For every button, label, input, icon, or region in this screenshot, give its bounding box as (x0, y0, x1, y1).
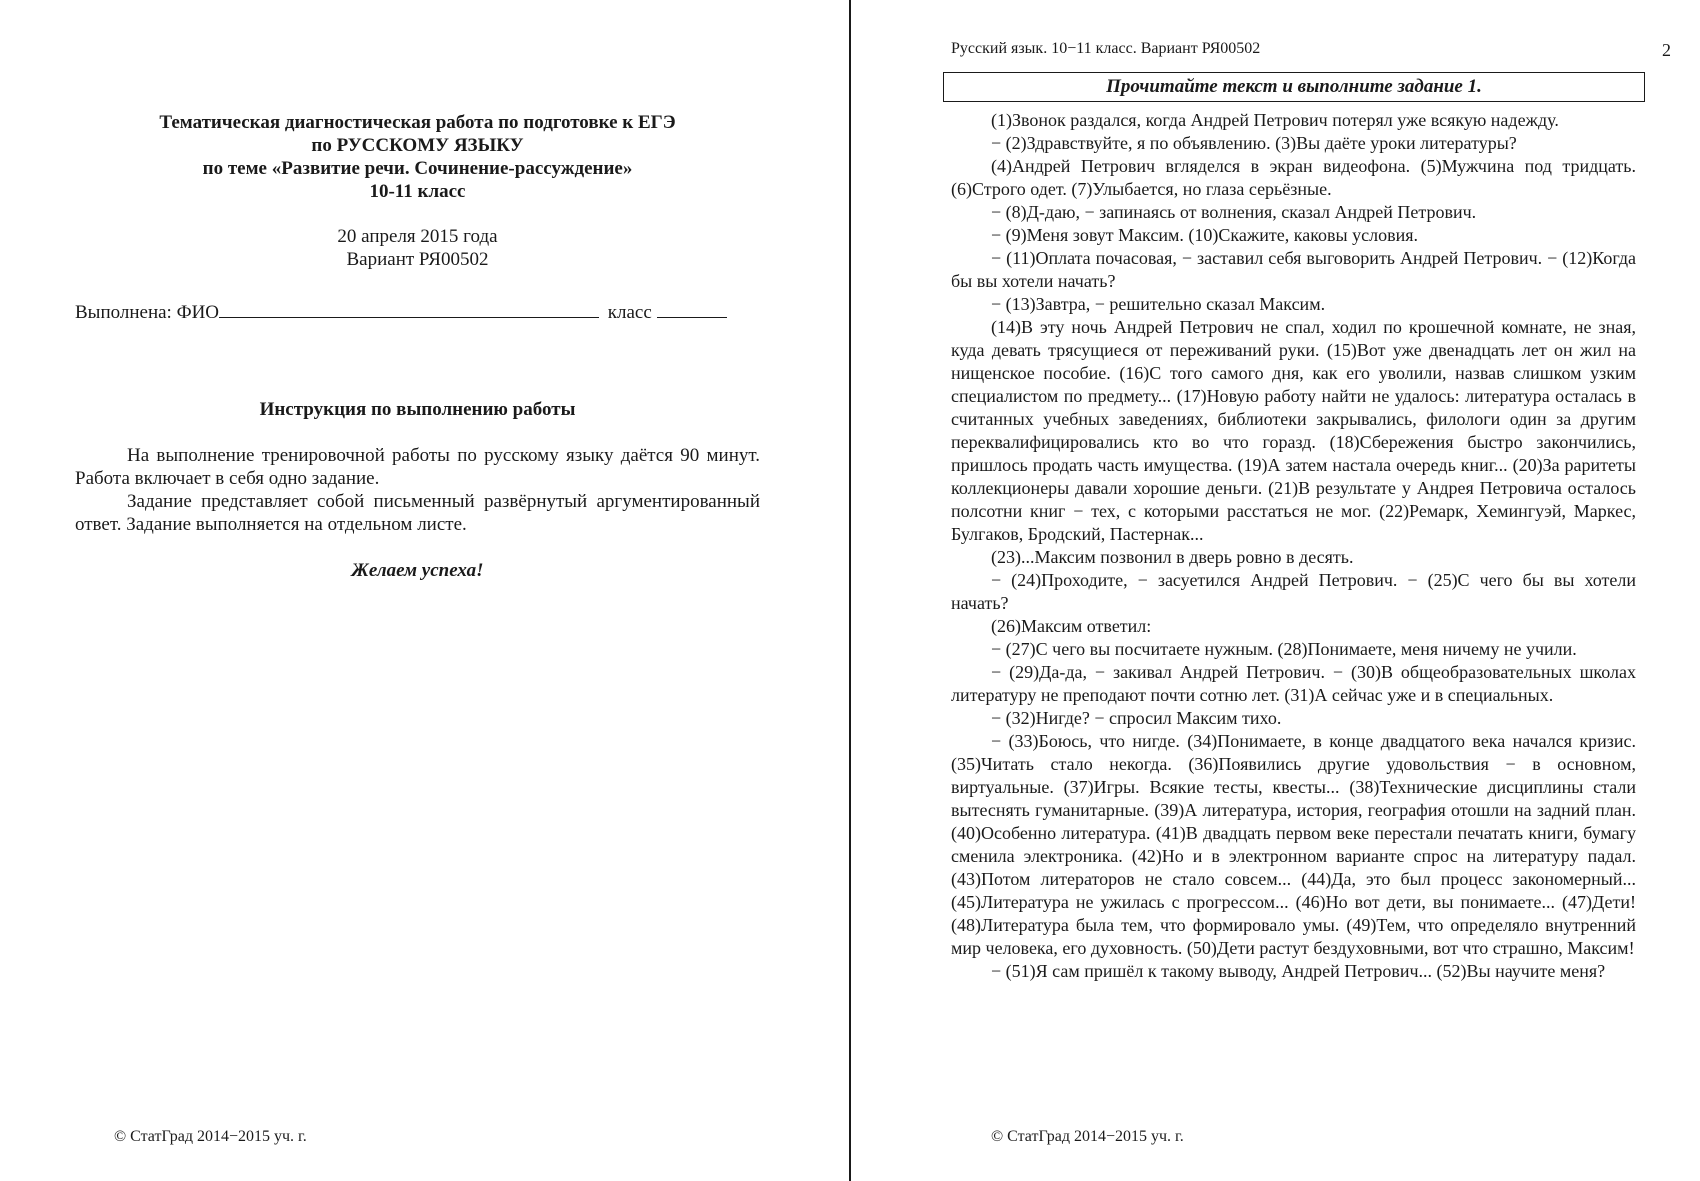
fio-row (75, 300, 727, 324)
text-paragraph: − (29)Да-да, − закивал Андрей Петрович. − (30)В общеобразовательных школах литературу не преподают почти сотню лет. (31)А сейчас уже и в специальных. (951, 662, 1636, 705)
variant: Вариант РЯ00502 (346, 249, 489, 270)
reading-text (951, 109, 1636, 983)
document-title (75, 111, 760, 203)
text-paragraph: − (27)С чего вы посчитаете нужным. (28)Понимаете, меня ничему не учили. (991, 639, 1577, 659)
instructions-text (75, 444, 760, 536)
date-block (75, 225, 760, 271)
page-number: 2 (1662, 40, 1671, 60)
text-paragraph: − (9)Меня зовут Максим. (10)Скажите, каковы условия. (991, 225, 1419, 245)
text-paragraph: − (2)Здравствуйте, я по объявлению. (3)Вы даёте уроки литературы? (991, 133, 1517, 153)
text-paragraph: − (24)Проходите, − засуетился Андрей Петрович. − (25)С чего бы вы хотели начать? (951, 570, 1636, 613)
fio-blank[interactable] (219, 300, 599, 318)
left-page (0, 0, 849, 1181)
title-line: Тематическая диагностическая работа по подготовке к ЕГЭ (159, 112, 676, 133)
text-paragraph: − (32)Нигде? − спросил Максим тихо. (991, 708, 1282, 728)
title-line: по теме «Развитие речи. Сочинение-рассуждение» (202, 158, 633, 179)
text-paragraph: (4)Андрей Петрович вгляделся в экран видеофона. (5)Мужчина под тридцать. (6)Строго одет. (7)Улыбается, но глаза серьёзные. (951, 156, 1636, 199)
wish-text: Желаем успеха! (351, 560, 484, 581)
text-paragraph: (23)...Максим позвонил в дверь ровно в десять. (991, 547, 1354, 567)
page-header (951, 40, 1671, 58)
text-paragraph: − (33)Боюсь, что нигде. (34)Понимаете, в конце двадцатого века начался кризис. (35)Читать стало некогда. (36)Появились другие удовольствия − в основном, виртуальные. (37)Игры. Всякие тесты, квесты... (38)Технические дисциплины стали вытеснять гуманитарные. (39)А литература, история, география отошли на задний план. (40)Особенно литература. (41)В двадцать первом веке перестали печатать книги, бумагу сменила электроника. (42)Но и в электронном варианте спрос на литературу падал. (43)Потом литераторов не стало совсем... (44)Да, это был процесс закономерный... (45)Литература не ужилась с прогрессом... (46)Но вот дети, вы понимаете... (47)Дети! (48)Литература была тем, что формировало умы. (49)Тем, что определяло внутренний мир человека, его духовность. (50)Дети растут бездуховными, вот что страшно, Максим! (951, 731, 1636, 958)
text-paragraph: (14)В эту ночь Андрей Петрович не спал, ходил по крошечной комнате, не зная, куда девать трясущиеся от переживаний руки. (15)Вот уже двенадцать лет он жил на нищенское пособие. (16)С того самого дня, как его уволили, назвав слишком узким специалистом по предмету... (17)Новую работу найти не удалось: литература осталась в считанных учебных заведениях, библиотеки закрывались, филологи один за другим переквалифицировались кто во что горазд. (18)Сбережения быстро закончились, пришлось продать часть имущества. (19)А затем настала очередь книг... (20)За раритеты коллекционеры давали хорошие деньги. (21)В результате у Андрея Петровича осталось полсотни книг − тех, с которыми расстаться не мог. (22)Ремарк, Хемингуэй, Маркес, Булгаков, Бродский, Пастернак... (951, 317, 1636, 544)
title-line: по РУССКОМУ ЯЗЫКУ (311, 135, 524, 156)
title-line: 10-11 класс (369, 181, 466, 202)
text-paragraph: − (11)Оплата почасовая, − заставил себя выговорить Андрей Петрович. − (12)Когда бы вы хотели начать? (951, 248, 1636, 291)
instruction-paragraph: На выполнение тренировочной работы по русскому языку даётся 90 минут. Работа включает в себя одно задание. (75, 445, 760, 489)
header-title: Русский язык. 10−11 класс. Вариант РЯ00502 (951, 40, 1261, 57)
instructions-heading: Инструкция по выполнению работы (259, 399, 576, 420)
text-paragraph: − (13)Завтра, − решительно сказал Максим. (991, 294, 1326, 314)
instruction-paragraph: Задание представляет собой письменный развёрнутый аргументированный ответ. Задание выполняется на отдельном листе. (75, 491, 760, 535)
class-blank[interactable] (657, 300, 727, 318)
footer-copyright: © СтатГрад 2014−2015 уч. г. (991, 1128, 1184, 1145)
right-page (851, 0, 1700, 1181)
class-label: класс (607, 302, 652, 323)
text-paragraph: (1)Звонок раздался, когда Андрей Петрович потерял уже всякую надежду. (991, 110, 1559, 130)
footer-copyright: © СтатГрад 2014−2015 уч. г. (114, 1128, 307, 1145)
text-paragraph: − (51)Я сам пришёл к такому выводу, Андрей Петрович... (52)Вы научите меня? (991, 961, 1606, 981)
text-paragraph: (26)Максим ответил: (991, 616, 1152, 636)
fio-label: Выполнена: ФИО (75, 302, 220, 323)
text-paragraph: − (8)Д-даю, − запинаясь от волнения, сказал Андрей Петрович. (991, 202, 1477, 222)
date: 20 апреля 2015 года (337, 226, 498, 247)
task-title: Прочитайте текст и выполните задание 1. (943, 72, 1645, 102)
